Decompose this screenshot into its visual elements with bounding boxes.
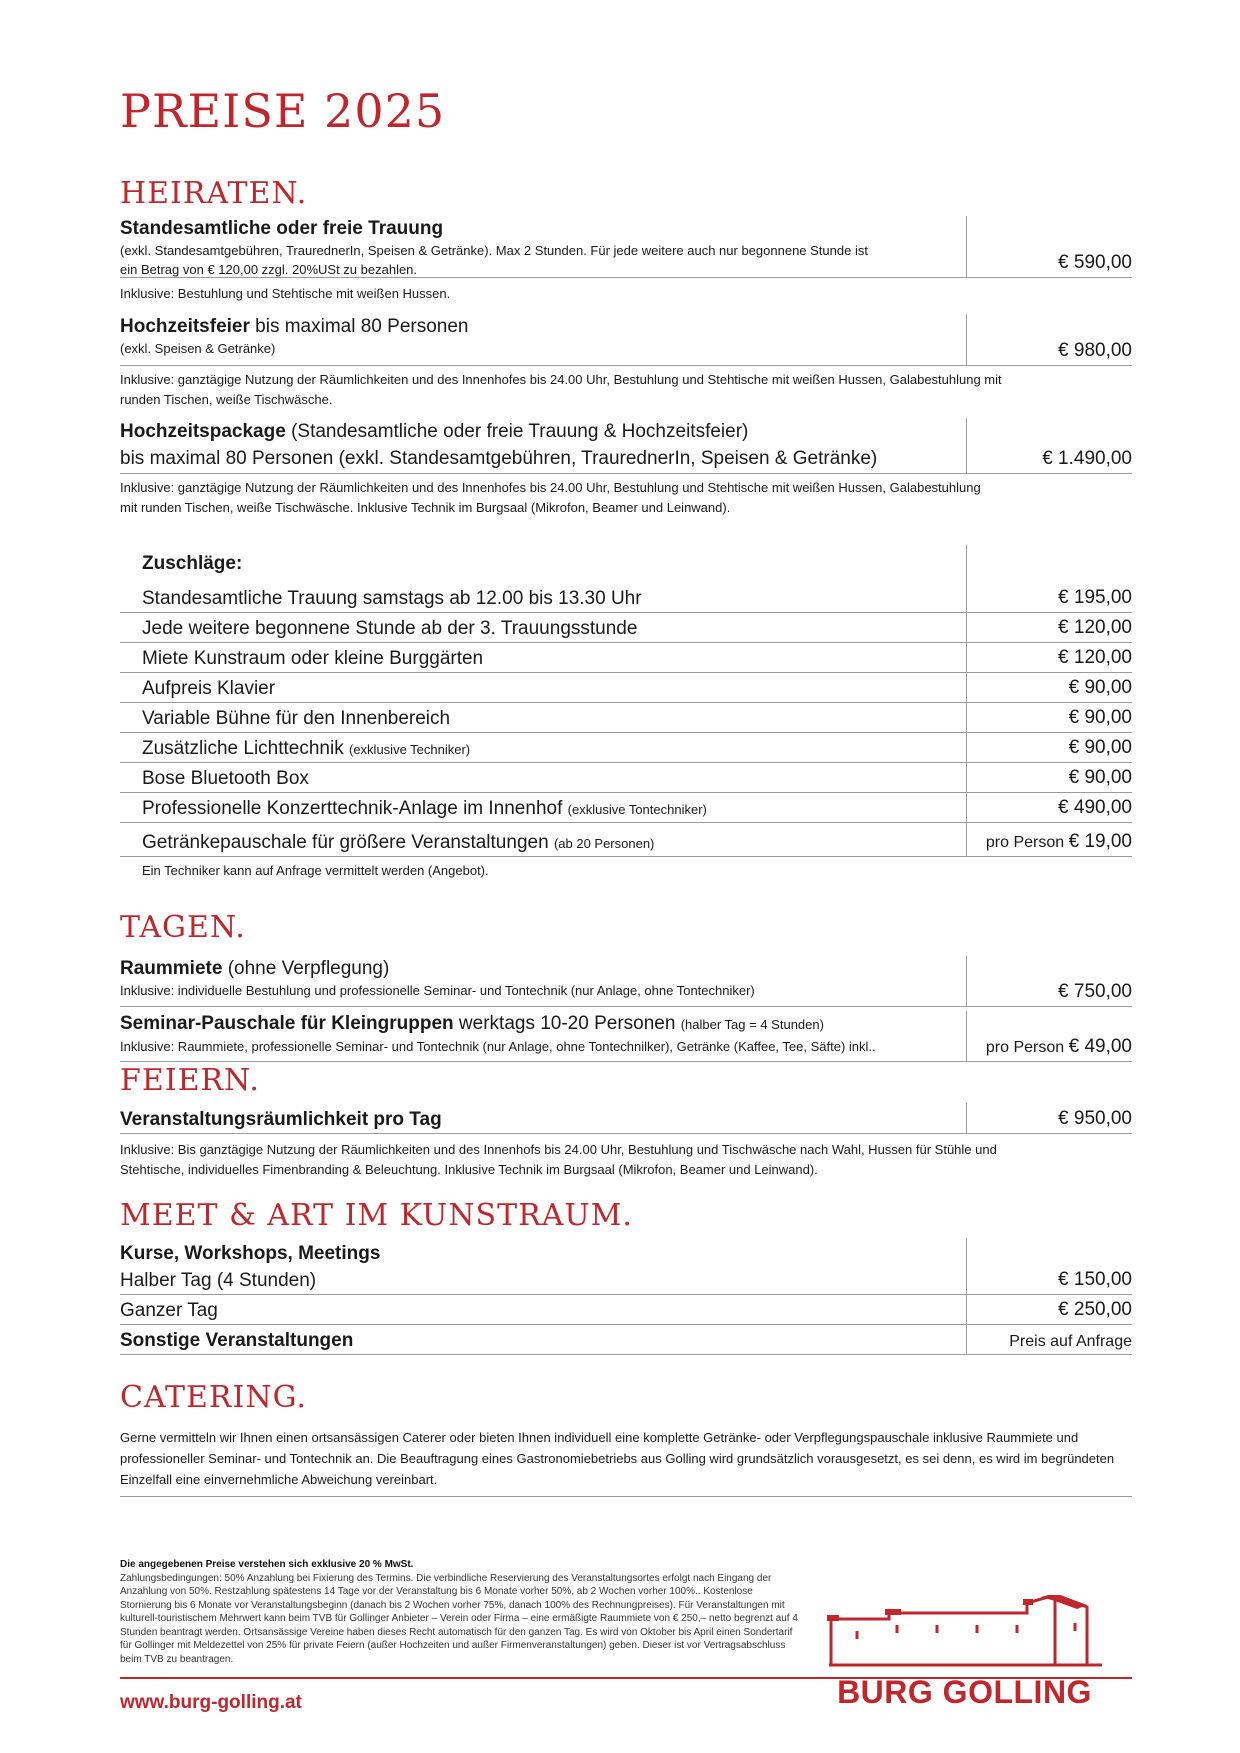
surcharge-row <box>120 763 1132 793</box>
item-title-rest: (ohne Verpflegung) <box>222 958 390 979</box>
surcharge-row <box>120 583 1132 613</box>
meet-art-subheading: Kurse, Workshops, Meetings <box>120 1243 381 1264</box>
section-heading-tagen: TAGEN. <box>120 910 246 945</box>
surcharge-label: Getränkepauschale für größere Veranstaltungen <box>142 832 554 853</box>
meet-art-price: € 250,00 <box>1058 1299 1132 1320</box>
item-title-rest: (Standesamtliche oder freie Trauung & Hochzeitsfeier) <box>285 421 749 442</box>
catering-text: Gerne vermitteln wir Ihnen einen ortsansässigen Caterer oder bieten Ihnen individuell eine komplette Getränke- oder Verpflegungspauschale inklusive Raummiete und professioneller Seminar- und Tontechnik an. Die Beauftragung eines Gastronomiebetriebs aus Golling wird grundsätzlich vorausgesetzt, es sei denn, es wird im begründeten Einzelfall eine einvernehmliche Abweichung vereinbart. <box>120 1430 1115 1487</box>
item-price: € 590,00 <box>1058 252 1132 273</box>
surcharge-price: € 90,00 <box>1068 677 1132 698</box>
surcharge-row <box>120 823 1132 857</box>
item-description: Inklusive: Raummiete, professionelle Seminar- und Tontechnik (nur Anlage, ohne Tontechnilker), Getränke (Kaffee, Tee, Säfte) inkl.. <box>120 1039 876 1054</box>
tax-note: Die angegebenen Preise verstehen sich exklusive 20 % MwSt. <box>120 1559 414 1570</box>
website-link[interactable]: www.burg-golling.at <box>120 1692 302 1713</box>
section-heading-feiern: FEIERN. <box>120 1063 260 1098</box>
price-row-raummiete <box>120 956 1132 1007</box>
surcharge-label: Bose Bluetooth Box <box>142 768 309 789</box>
meet-art-price: € 150,00 <box>1058 1269 1132 1290</box>
price-row-hochzeitsfeier <box>120 314 1132 366</box>
payment-terms: Zahlungsbedingungen: 50% Anzahlung bei Fixierung des Termins. Die verbindliche Reservierung des Veranstaltungsortes erfolgt nach Eingang der Anzahlung von 50%. Restzahlung spätestens 14 Tage vor der Veranstaltung bis 6 Monate vorher 50%, ab 2 Wochen vorher 100%.. Kostenlose Stornierung bis 6 Monate vor Veranstaltungsbeginn (danach bis 2 Wochen vorher 75%, danach 100% des Rechnungpreises). Für Veranstaltungen mit kulturell-touristischem Mehrwert kann beim TVB für Gollinger Anbieter – Verein oder Firma – eine ermäßigte Raummiete von € 250,– netto begrenzt auf 4 Stunden beantragt werden. Ortsansässige Vereine haben dieses Recht automatisch für den ganzen Tag. Es wird von Oktober bis April einen Sondertarif für Gollinger mit Meldezettel von 25% für private Feiern (außer Hochzeiten und außer Firmenveranstaltungen) geben. Dieser ist vor Vertragsabschluss beim TVB zu beantragen. <box>120 1572 798 1665</box>
feiern-table <box>120 1103 1132 1180</box>
surcharge-price: € 90,00 <box>1068 707 1132 728</box>
item-title: Standesamtliche oder freie Trauung <box>120 218 444 239</box>
surcharge-price-prefix: pro Person <box>985 834 1069 851</box>
surcharge-price: € 19,00 <box>1068 831 1132 852</box>
item-description: (exkl. Standesamtgebühren, TraurednerIn, Speisen & Getränke). Max 2 Stunden. Für jede weitere auch nur begonnene Stunde ist ein Betrag von € 120,00 zzgl. 20%USt zu bezahlen. <box>120 243 868 277</box>
surcharge-label: Miete Kunstraum oder kleine Burggärten <box>142 648 484 669</box>
section-heading-meet-art: MEET & ART IM KUNSTRAUM. <box>120 1198 633 1233</box>
surcharge-label: Professionelle Konzerttechnik-Anlage im Innenhof <box>142 798 568 819</box>
item-description: (exkl. Speisen & Getränke) <box>120 341 276 356</box>
item-price: € 1.490,00 <box>1042 448 1132 469</box>
price-row-hochzeitspackage <box>120 418 1132 474</box>
surcharge-row <box>120 673 1132 703</box>
tagen-table <box>120 950 1132 1062</box>
item-title: Seminar-Pauschale für Kleingruppen <box>120 1013 454 1034</box>
surcharge-price: € 90,00 <box>1068 767 1132 788</box>
surcharge-price: € 120,00 <box>1058 647 1132 668</box>
surcharge-row <box>120 643 1132 673</box>
surcharge-label: Variable Bühne für den Innenbereich <box>142 708 451 729</box>
price-row-seminar <box>120 1011 1132 1062</box>
page-title: PREISE 2025 <box>120 84 446 138</box>
item-note: Inklusive: ganztägige Nutzung der Räumlichkeiten und des Innenhofes bis 24.00 Uhr, Bestuhlung und Stehtische mit weißen Hussen, Galabestuhlung mit runden Tischen, weiße Tischwäsche. Inklusive Technik im Burgsaal (Mikrofon, Beamer und Leinwand). <box>120 480 981 515</box>
surcharge-label: Standesamtliche Trauung samstags ab 12.00 bis 13.30 Uhr <box>142 588 642 609</box>
surcharge-label-small: (exklusive Tontechniker) <box>567 802 707 817</box>
heiraten-table <box>120 216 1132 518</box>
price-row-trauung <box>120 216 1132 278</box>
surcharge-row <box>120 733 1132 763</box>
meet-art-label: Halber Tag (4 Stunden) <box>120 1270 317 1291</box>
item-title: Hochzeitspackage <box>120 421 286 442</box>
item-note: Inklusive: Bestuhlung und Stehtische mit weißen Hussen. <box>120 286 451 301</box>
item-note: Inklusive: ganztägige Nutzung der Räumlichkeiten und des Innenhofes bis 24.00 Uhr, Bestuhlung und Stehtische mit weißen Hussen, Galabestuhlung mit runden Tischen, weiße Tischwäsche. <box>120 372 1002 407</box>
surcharge-price: € 120,00 <box>1058 617 1132 638</box>
item-price: € 980,00 <box>1058 340 1132 361</box>
meet-art-table <box>120 1238 1132 1355</box>
meet-art-row <box>120 1266 1132 1295</box>
item-title-rest: bis maximal 80 Personen <box>249 316 469 337</box>
surcharge-label: Aufpreis Klavier <box>142 678 276 699</box>
price-row-veranstaltung <box>120 1103 1132 1134</box>
item-price: € 950,00 <box>1058 1108 1132 1129</box>
surcharges-heading: Zuschläge: <box>142 553 243 574</box>
item-price: € 49,00 <box>1068 1036 1132 1057</box>
surcharge-label-small: (exklusive Techniker) <box>349 742 471 757</box>
surcharge-price: € 490,00 <box>1058 797 1132 818</box>
surcharge-row <box>120 613 1132 643</box>
surcharge-row <box>120 703 1132 733</box>
surcharges-note: Ein Techniker kann auf Anfrage vermittelt werden (Angebot). <box>142 863 489 878</box>
item-price: € 750,00 <box>1058 981 1132 1002</box>
meet-art-row <box>120 1295 1132 1325</box>
item-title-small: (halber Tag = 4 Stunden) <box>680 1017 824 1032</box>
surcharge-label: Jede weitere begonnene Stunde ab der 3. Trauungsstunde <box>142 618 638 639</box>
item-title: Raummiete <box>120 958 223 979</box>
item-note: Inklusive: Bis ganztägige Nutzung der Räumlichkeiten und des Innenhofs bis 24.00 Uhr, Bestuhlung und Tischwäsche nach Wahl, Hussen für Stühle und Stehtische, individuelles Fimenbranding & Beleuchtung. Inklusive Technik im Burgsaal (Mikrofon, Beamer und Leinwand). <box>120 1142 997 1177</box>
surcharge-row <box>120 793 1132 823</box>
section-heading-heiraten: HEIRATEN. <box>120 176 308 211</box>
surcharge-label: Zusätzliche Lichttechnik <box>142 738 349 759</box>
surcharges-header-row <box>120 545 1132 583</box>
meet-art-other-label: Sonstige Veranstaltungen <box>120 1330 354 1351</box>
castle-icon <box>827 1595 1102 1673</box>
item-price-prefix: pro Person <box>985 1039 1069 1056</box>
item-description: Inklusive: individuelle Bestuhlung und professionelle Seminar- und Tontechnik (nur Anlage, ohne Tontechniker) <box>120 983 755 998</box>
meet-art-label: Ganzer Tag <box>120 1300 218 1321</box>
meet-art-other-price: Preis auf Anfrage <box>1009 1333 1132 1350</box>
surcharge-price: € 90,00 <box>1068 737 1132 758</box>
surcharge-price: € 195,00 <box>1058 587 1132 608</box>
item-title-rest: werktags 10-20 Personen <box>453 1013 681 1034</box>
item-title-line2: bis maximal 80 Personen (exkl. Standesamtgebühren, TraurednerIn, Speisen & Getränke) <box>120 448 878 469</box>
section-heading-catering: CATERING. <box>120 1380 308 1415</box>
burg-golling-logo <box>827 1595 1102 1711</box>
item-title: Veranstaltungsräumlichkeit pro Tag <box>120 1109 442 1130</box>
meet-art-row-other <box>120 1325 1132 1355</box>
item-title: Hochzeitsfeier <box>120 316 250 337</box>
surcharge-label-small: (ab 20 Personen) <box>553 836 655 851</box>
surcharges-table <box>120 545 1132 881</box>
logo-text: BURG GOLLING <box>837 1674 1092 1710</box>
